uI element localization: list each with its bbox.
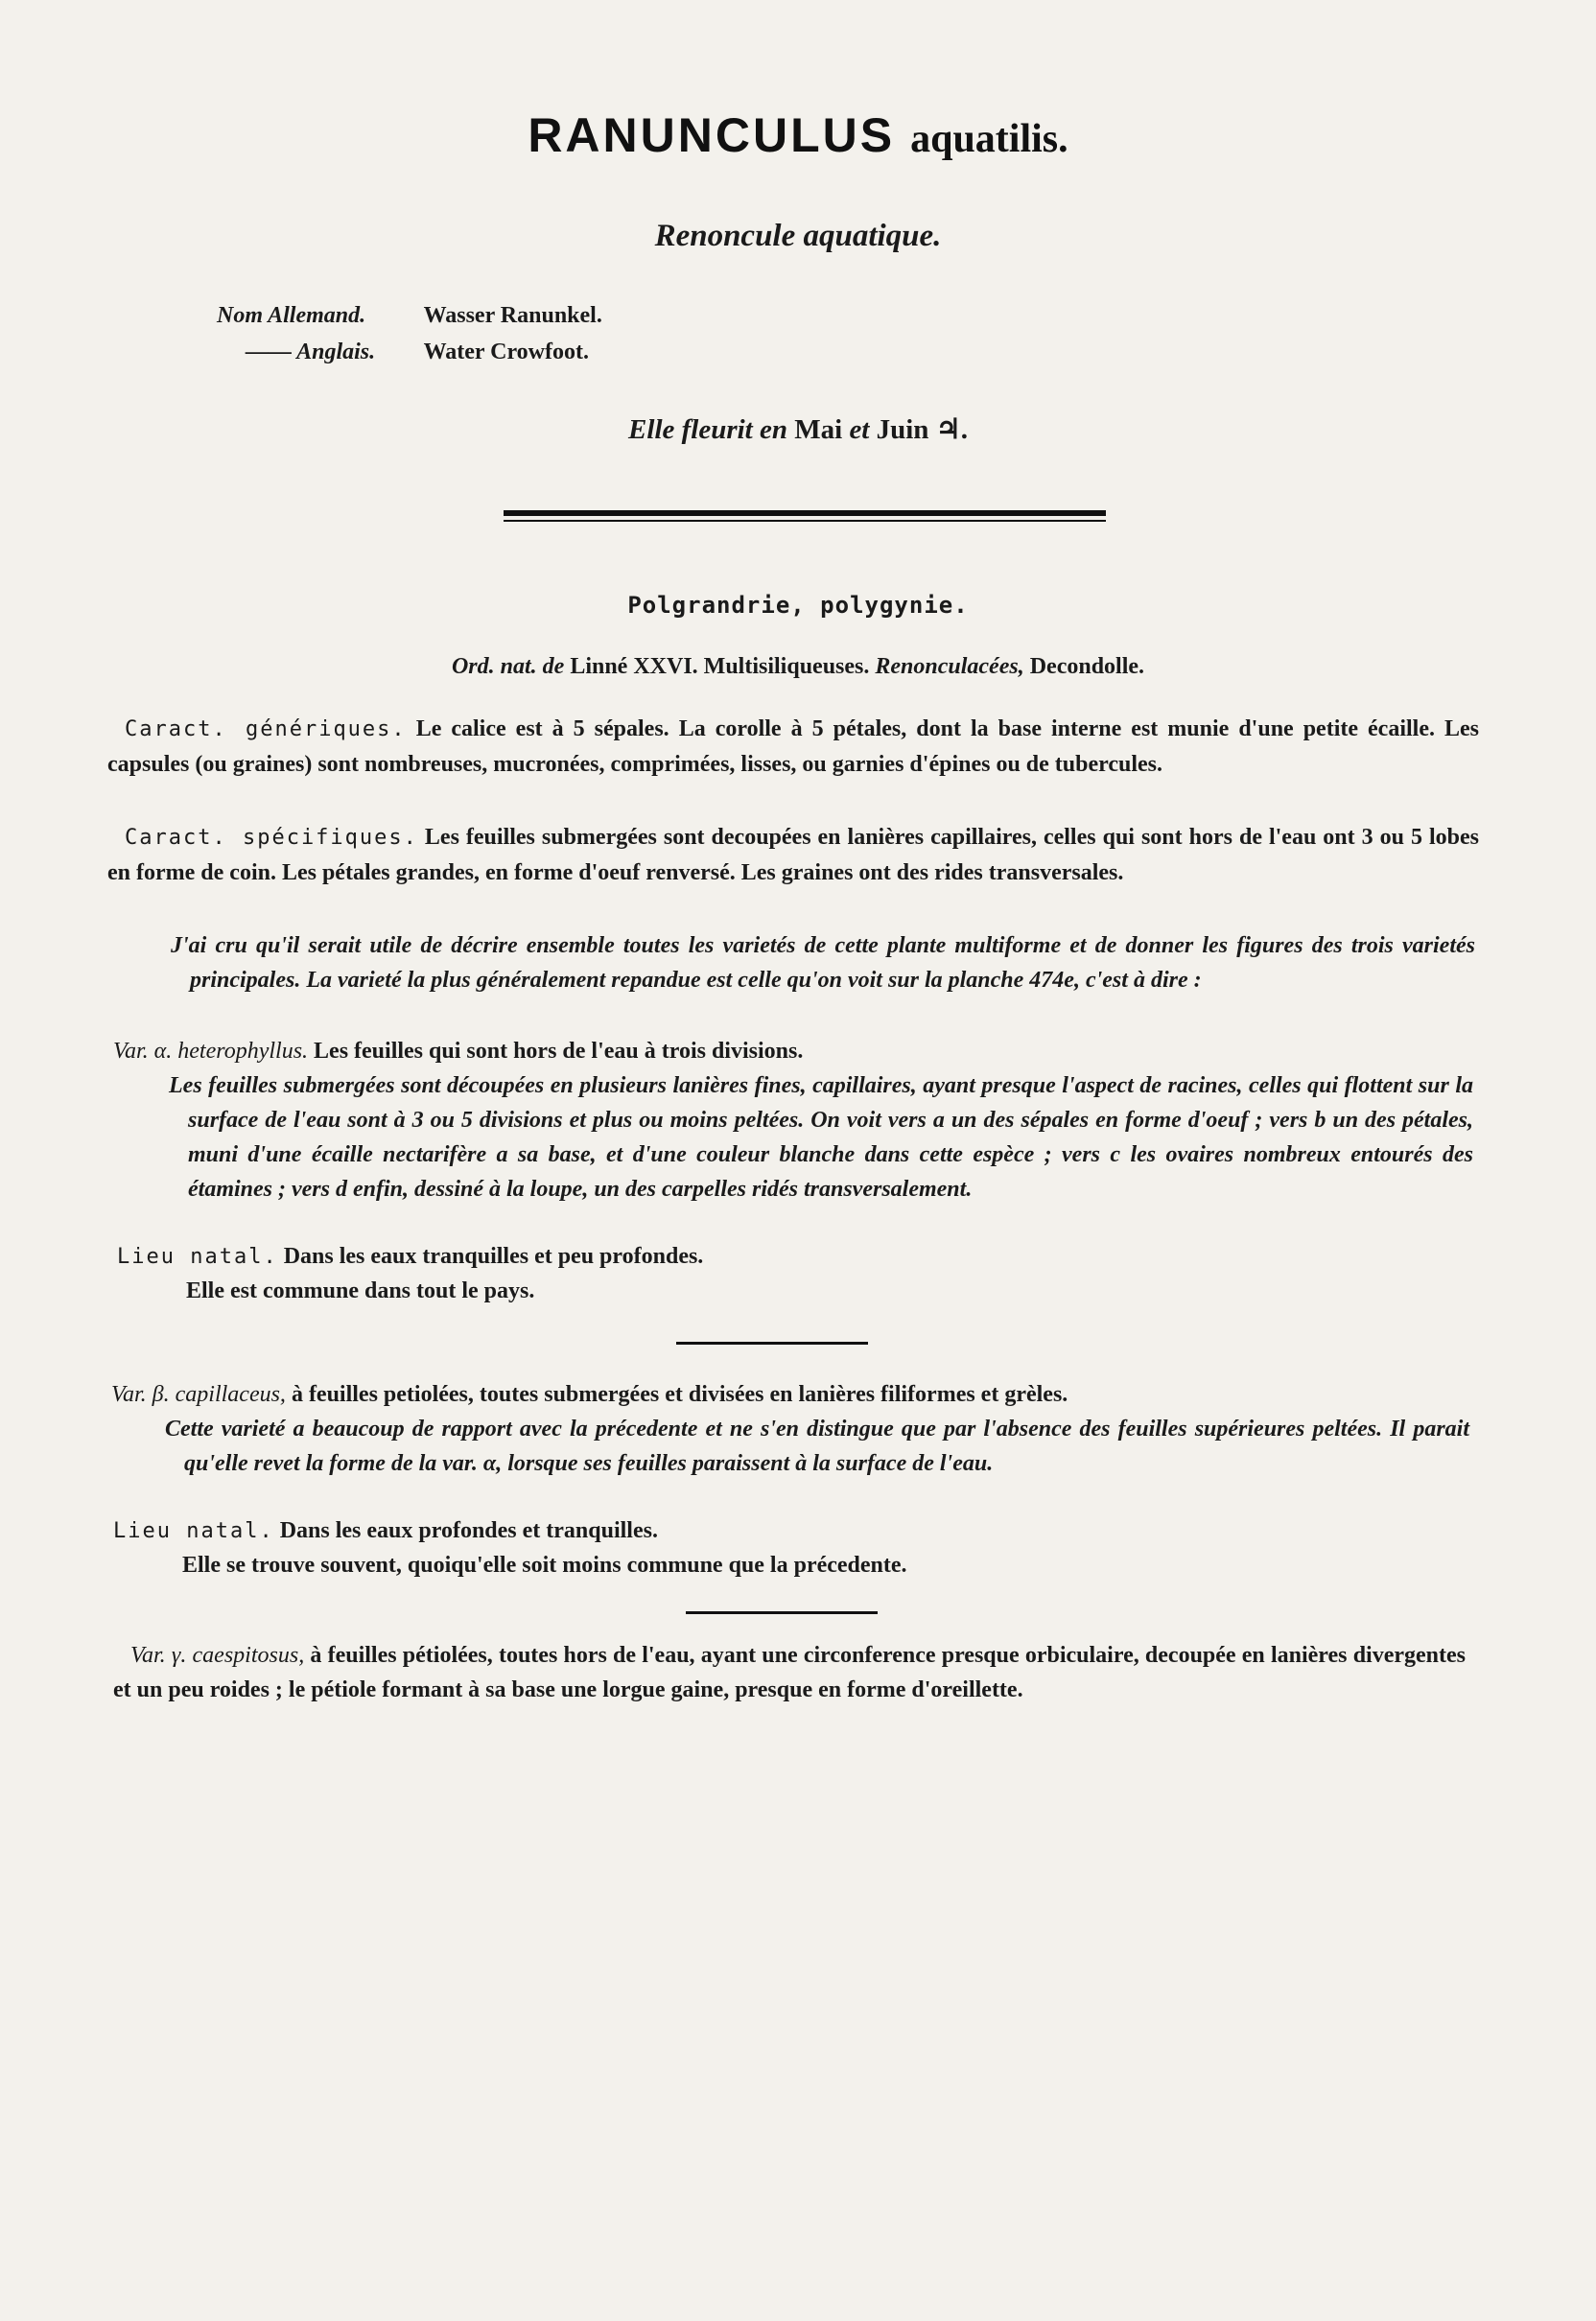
var-beta-lieu-label: Lieu natal. <box>113 1519 274 1543</box>
ord-value: Linné XXVI. Multisiliqueuses. <box>570 654 870 679</box>
generic-text: Le calice est à 5 sépales. La corolle à 5 pétales, dont la base interne est munie d'une petite écaille. Les capsules (ou graines) sont nombreuses, mucronées, comprimées, lisses, ou garnies d'épines ou de tubercules. <box>107 716 1479 777</box>
ord-de: de <box>542 654 565 679</box>
ord-label: Ord. nat. <box>451 654 537 679</box>
flowering-month-2: Juin <box>876 414 929 445</box>
specific-text: Les feuilles submergées sont decoupées en lanières capillaires, celles qui sont hors de l'eau ont 3 ou 5 lobes en forme de coin. Les pétales grandes, en forme d'oeuf renversé. Les graines ont des rides transversales. <box>107 825 1479 885</box>
flowering-month-1: Mai <box>794 414 843 445</box>
page-title <box>0 107 1596 163</box>
var-alpha-lieu-label: Lieu natal. <box>117 1245 278 1269</box>
specific-label: Caract. spécifiques. <box>125 826 418 850</box>
var-alpha-line <box>113 1034 1475 1068</box>
flowering-line <box>0 412 1596 446</box>
german-label: Nom Allemand. <box>217 303 366 328</box>
var-alpha-habitat <box>117 1239 1479 1275</box>
author-name: Decondolle. <box>1029 654 1145 679</box>
var-beta-lieu-text: Dans les eaux profondes et tranquilles. <box>279 1518 658 1543</box>
separator-rule-1 <box>676 1342 868 1345</box>
common-name: Renoncule aquatique. <box>654 219 942 253</box>
species-name: aquatilis. <box>910 117 1068 161</box>
intro-paragraph: J'ai cru qu'il serait utile de décrire ensemble toutes les varietés de cette plante multiforme et de donner les figures des trois varietés principales. La varieté la plus généralement repandue est celle qu'on voit sur la planche 474e, c'est à dire : <box>171 933 1475 993</box>
var-gamma-paragraph <box>113 1638 1466 1707</box>
generic-label: Caract. génériques. <box>125 717 407 741</box>
var-beta-text: à feuilles petiolées, toutes submergées et divisées en lanières filiformes et grèles. <box>291 1382 1068 1407</box>
perennial-symbol: ♃. <box>935 414 968 445</box>
english-label: —— Anglais. <box>246 340 376 364</box>
natural-order <box>0 654 1596 680</box>
linnaean-class: Polgrandrie, polygynie. <box>627 592 969 619</box>
var-alpha-description: Les feuilles submergées sont découpées en plusieurs lanières fines, capillaires, ayant presque l'aspect de racines, celles qui flottent sur la surface de l'eau sont à 3 ou 5 divisions et plus ou moins peltées. On voit vers a un des sépales en forme d'oeuf ; vers b un des pétales, muni d'une écaille nectarifère a sa base, et d'une couleur blanche dans cette espèce ; vers c les ovaires nombreux entourés des étamines ; vers d enfin, dessiné à la loupe, un des carpelles ridés transversalement. <box>169 1073 1473 1202</box>
var-beta-label: Var. β. capillaceus, <box>111 1382 286 1407</box>
var-alpha-commonness: Elle est commune dans tout le pays. <box>186 1278 535 1303</box>
english-value: Water Crowfoot. <box>423 340 589 364</box>
var-gamma-text: à feuilles pétiolées, toutes hors de l'eau, ayant une circonference presque orbiculaire, decoupée en lanières divergentes et un peu roides ; le pétiole formant à sa base une lorgue gaine, presque en forme d'oreillette. <box>113 1643 1467 1702</box>
family-name: Renonculacées, <box>875 654 1024 679</box>
generic-characters <box>107 712 1479 782</box>
thin-rule <box>504 520 1106 522</box>
var-beta-line <box>111 1377 1473 1412</box>
flowering-conj: et <box>849 414 870 445</box>
var-beta-habitat <box>113 1513 1475 1549</box>
var-alpha-lieu-text: Dans les eaux tranquilles et peu profondes. <box>283 1244 704 1269</box>
flowering-prefix: Elle fleurit en <box>628 414 787 445</box>
specific-characters <box>107 820 1479 890</box>
vernacular-names <box>217 297 602 370</box>
german-name-row <box>217 297 602 334</box>
thick-rule <box>504 510 1106 516</box>
separator-rule-2 <box>686 1611 878 1614</box>
german-value: Wasser Ranunkel. <box>423 303 602 328</box>
var-alpha-text: Les feuilles qui sont hors de l'eau à trois divisions. <box>314 1039 804 1064</box>
var-gamma-label: Var. γ. caespitosus, <box>130 1643 305 1668</box>
var-beta-description: Cette varieté a beaucoup de rapport avec la précedente et ne s'en distingue que par l'absence des feuilles supérieures peltées. Il parait qu'elle revet la forme de la var. α, lorsque ses feuilles paraissent à la surface de l'eau. <box>165 1417 1469 1476</box>
var-alpha-label: Var. α. heterophyllus. <box>113 1039 309 1064</box>
var-beta-commonness: Elle se trouve souvent, quoiqu'elle soit moins commune que la précedente. <box>182 1553 907 1578</box>
genus-name: RANUNCULUS <box>528 108 896 162</box>
english-name-row <box>217 334 602 370</box>
